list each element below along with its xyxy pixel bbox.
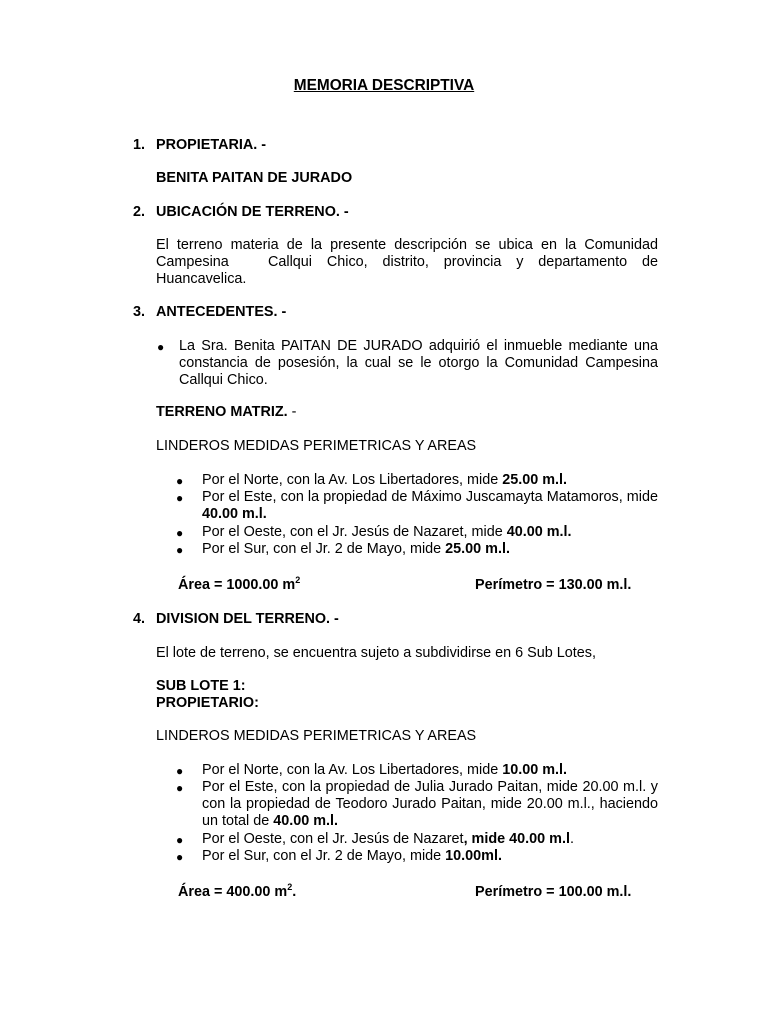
area-matriz [178,577,300,594]
bullet-icon: ● [176,491,184,505]
division-intro: El lote de terreno, se encuentra sujeto a subdividirse en 6 Sub Lotes, [156,645,596,661]
area-superscript: 2 [287,882,293,892]
bullet-icon: ● [176,543,184,557]
location-line-1: El terreno materia de la presente descripción se ubica en la Comunidad [156,237,658,253]
area-sublote [178,884,296,901]
lindero-item [202,489,658,523]
lindero-value: 10.00ml. [445,848,502,864]
section-2-title: UBICACIÓN DE TERRENO. - [156,204,349,220]
lindero-text: Por el Este, con la propiedad de Julia Jurado Paitan, mide 20.00 m.l. y con la propiedad de Teodoro Jurado Paitan, mide 20.00 m.l., haciendo un total de [202,779,658,830]
location-line-2a: Campesina [156,254,229,271]
bullet-icon: ● [157,340,165,354]
lindero-item [202,541,658,558]
lindero-text: Por el Sur, con el Jr. 2 de Mayo, mide [202,541,446,557]
terreno-matriz-dash: - [287,404,297,420]
document-title: MEMORIA DESCRIPTIVA [293,77,475,94]
lindero-tail: . [569,831,574,847]
lindero-text: Por el Este, con la propiedad de Máximo Juscamayta Matamoros, mide [202,489,658,505]
lindero-text: Por el Sur, con el Jr. 2 de Mayo, mide [202,848,446,864]
bullet-icon: ● [176,764,184,778]
sublote-lindero-item [202,762,658,779]
location-line-2 [156,254,658,271]
bullet-icon: ● [176,850,184,864]
perimetro-matriz: Perímetro = 130.00 m.l. [475,577,632,593]
sublote-title: SUB LOTE 1: [156,678,246,694]
bullet-icon: ● [176,474,184,488]
lindero-value: 10.00 m.l. [502,762,568,778]
lindero-text: Por el Norte, con la Av. Los Libertadores, mide [202,762,503,778]
terreno-matriz-title: TERRENO MATRIZ. [156,404,288,420]
perimetro-sublote: Perímetro = 100.00 m.l. [475,884,632,900]
section-3-number: 3. [133,304,146,320]
lindero-value: , mide 40.00 m.l [463,831,570,847]
sublote-lindero-item [202,779,658,831]
terreno-matriz-heading [156,404,658,421]
propietario-label: PROPIETARIO: [156,695,259,711]
location-line-2b: Callqui Chico, distrito, provincia y departamento de [268,254,658,271]
linderos-heading: LINDEROS MEDIDAS PERIMETRICAS Y AREAS [156,728,477,744]
bullet-icon: ● [176,526,184,540]
section-4-number: 4. [133,611,146,627]
lindero-value: 25.00 m.l. [445,541,510,557]
antecedentes-text: La Sra. Benita PAITAN DE JURADO adquirió el inmueble mediante una constancia de posesión, la cual se le otorgo la Comunidad Campesina Callqui Chico. [179,338,658,389]
lindero-value: 40.00 m.l. [202,506,267,523]
lindero-text: Por el Oeste, con el Jr. Jesús de Nazaret [202,831,464,847]
section-1-number: 1. [133,137,146,153]
lindero-item [202,472,658,489]
lindero-text: Por el Norte, con la Av. Los Libertadores, mide [202,472,503,488]
area-label: Área = 1000.00 m [178,577,296,593]
location-paragraph [156,237,658,289]
section-4-title: DIVISION DEL TERRENO. - [156,611,339,627]
location-line-3: Huancavelica. [156,271,247,288]
bullet-icon: ● [176,833,184,847]
section-3-title: ANTECEDENTES. - [156,304,287,320]
lindero-text: Por el Oeste, con el Jr. Jesús de Nazaret, mide [202,524,507,540]
sublote-lindero-item [202,848,658,865]
owner-name: BENITA PAITAN DE JURADO [156,170,353,186]
area-tail: . [292,884,297,900]
area-superscript: 2 [295,575,301,585]
linderos-heading: LINDEROS MEDIDAS PERIMETRICAS Y AREAS [156,438,477,454]
lindero-item [202,524,658,541]
section-2-number: 2. [133,204,146,220]
area-label: Área = 400.00 m [178,884,288,900]
bullet-icon: ● [176,781,184,795]
lindero-value: 40.00 m.l. [506,524,572,540]
lindero-value: 25.00 m.l. [502,472,568,488]
lindero-value: 40.00 m.l. [273,813,339,830]
section-1-title: PROPIETARIA. - [156,137,267,153]
sublote-lindero-item [202,831,658,848]
